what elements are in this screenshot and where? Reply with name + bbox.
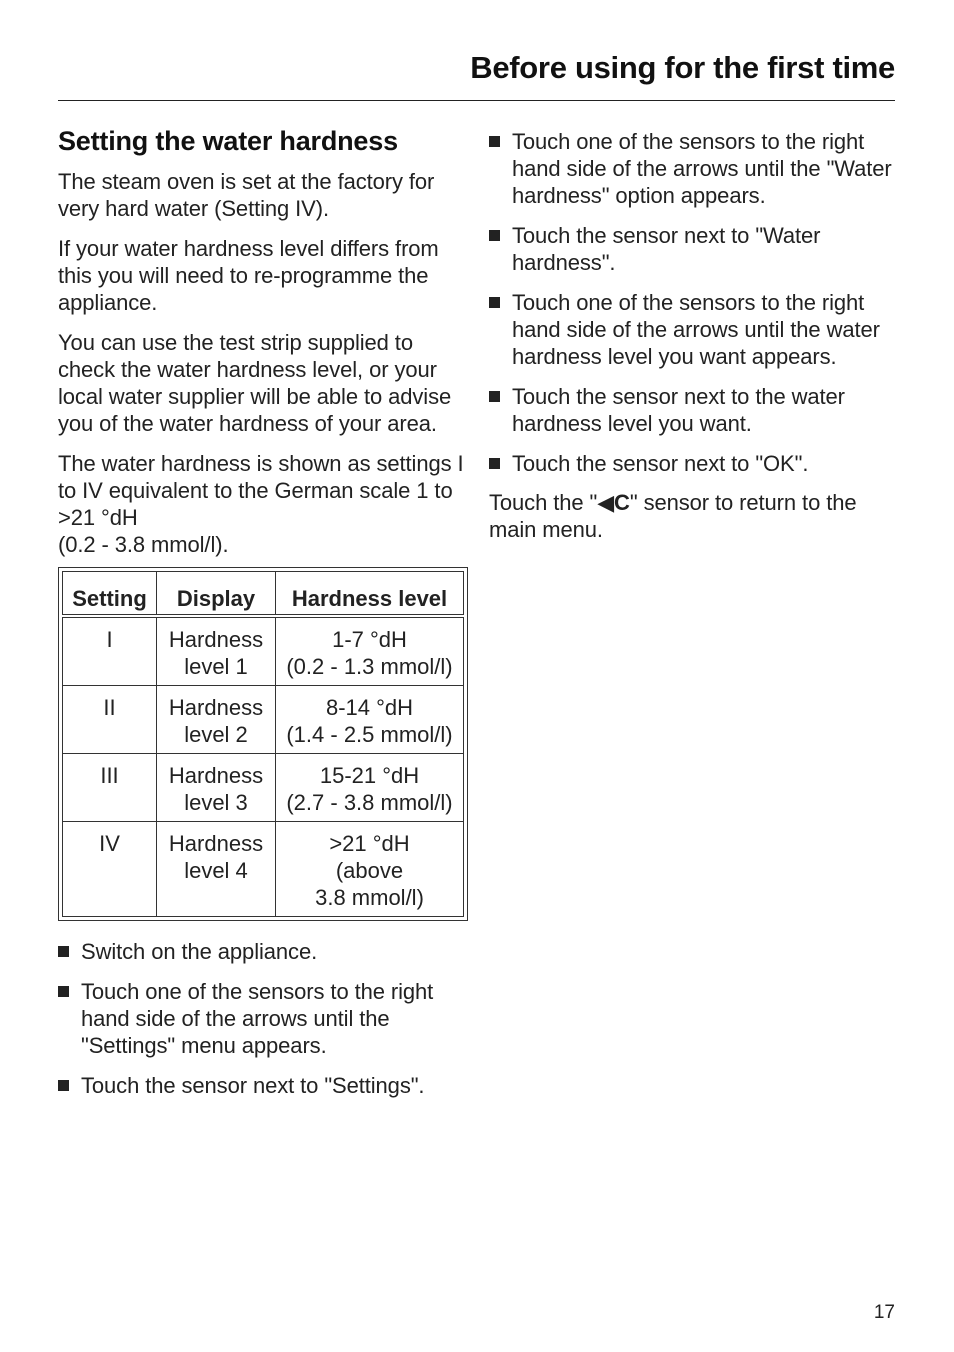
- list-item: [489, 450, 899, 477]
- bullet-square-icon: [58, 946, 69, 957]
- bullet-square-icon: [58, 986, 69, 997]
- setting-cell: III: [63, 754, 157, 822]
- hardness-table-frame: [58, 567, 468, 921]
- step-text: Touch the sensor next to "Settings".: [81, 1073, 425, 1098]
- closing-paragraph: [489, 489, 899, 543]
- page-header-title: Before using for the first time: [470, 50, 895, 85]
- column-header-setting: Setting: [63, 572, 157, 617]
- bullet-square-icon: [58, 1080, 69, 1091]
- paragraph-scale-text: The water hardness is shown as settings I to IV equivalent to the German scale 1 to >21 °dH: [58, 451, 464, 530]
- display-line: level 4: [184, 858, 248, 883]
- hardness-line: 3.8 mmol/l): [315, 885, 424, 910]
- hardness-table: [62, 571, 464, 917]
- bullet-square-icon: [489, 297, 500, 308]
- table-row: [63, 754, 464, 822]
- hardness-line: (above: [335, 858, 404, 883]
- display-line: level 2: [184, 722, 248, 747]
- bullet-square-icon: [489, 136, 500, 147]
- column-header-hardness-level: Hardness level: [276, 572, 464, 617]
- right-steps-list: [489, 128, 899, 477]
- step-text: Touch one of the sensors to the right hand side of the arrows until the water hardness level you want appears.: [512, 290, 880, 369]
- paragraph-reprogramme: If your water hardness level differs from this you will need to re-programme the appliance.: [58, 236, 439, 315]
- hardness-line: (2.7 - 3.8 mmol/l): [286, 790, 453, 815]
- display-line: Hardness: [168, 831, 264, 856]
- closing-text-before: Touch the ": [489, 490, 598, 515]
- hardness-line: 8-14 °dH: [325, 695, 414, 720]
- hardness-line: (1.4 - 2.5 mmol/l): [286, 722, 453, 747]
- display-line: level 3: [184, 790, 248, 815]
- list-item: [489, 289, 899, 370]
- list-item: [58, 978, 468, 1059]
- display-cell: [157, 616, 276, 686]
- section-title: Setting the water hardness: [58, 126, 398, 156]
- left-column: [58, 124, 468, 1112]
- list-item: [58, 938, 468, 965]
- step-text: Touch the sensor next to "Water hardness".: [512, 223, 821, 275]
- setting-cell: II: [63, 686, 157, 754]
- bullet-square-icon: [489, 391, 500, 402]
- list-item: [58, 1072, 468, 1099]
- right-column: [489, 128, 899, 556]
- hardness-line: (0.2 - 1.3 mmol/l): [286, 654, 453, 679]
- display-cell: [157, 754, 276, 822]
- hardness-level-cell: [276, 754, 464, 822]
- closing-text-after: " sensor to return to the main menu.: [489, 490, 857, 542]
- list-item: [489, 222, 899, 276]
- step-text: Touch the sensor next to the water hardness level you want.: [512, 384, 845, 436]
- table-row: [63, 822, 464, 917]
- hardness-line: 1-7 °dH: [332, 627, 407, 652]
- display-line: Hardness: [168, 627, 264, 652]
- step-text: Touch one of the sensors to the right hand side of the arrows until the "Water hardness" option appears.: [512, 129, 892, 208]
- page-number: 17: [873, 1302, 895, 1323]
- column-header-display: Display: [157, 572, 276, 617]
- left-steps-list: [58, 938, 468, 1099]
- display-line: Hardness: [168, 763, 264, 788]
- paragraph-scale: [58, 450, 468, 558]
- header-divider: [58, 100, 895, 101]
- paragraph-scale-mmol: (0.2 - 3.8 mmol/l).: [58, 532, 229, 557]
- table-row: [63, 686, 464, 754]
- hardness-level-cell: [276, 616, 464, 686]
- hardness-level-cell: [276, 686, 464, 754]
- paragraph-test-strip: You can use the test strip supplied to check the water hardness level, or your local water supplier will be able to advise you of the water hardness of your area.: [58, 330, 452, 436]
- table-header-row: [63, 572, 464, 617]
- bullet-square-icon: [489, 230, 500, 241]
- list-item: [489, 128, 899, 209]
- paragraph-factory-setting: The steam oven is set at the factory for very hard water (Setting IV).: [58, 169, 435, 221]
- step-text: Touch one of the sensors to the right hand side of the arrows until the "Settings" menu appears.: [81, 979, 434, 1058]
- step-text: Switch on the appliance.: [81, 939, 318, 964]
- display-line: Hardness: [168, 695, 264, 720]
- bullet-square-icon: [489, 458, 500, 469]
- hardness-line: 15-21 °dH: [319, 763, 420, 788]
- setting-cell: I: [63, 616, 157, 686]
- table-row: [63, 616, 464, 686]
- hardness-level-cell: [276, 822, 464, 917]
- display-line: level 1: [184, 654, 248, 679]
- list-item: [489, 383, 899, 437]
- display-cell: [157, 822, 276, 917]
- back-c-icon: ◀C: [597, 490, 630, 515]
- step-text: Touch the sensor next to "OK".: [512, 451, 809, 476]
- display-cell: [157, 686, 276, 754]
- setting-cell: IV: [63, 822, 157, 917]
- hardness-line: >21 °dH: [329, 831, 410, 856]
